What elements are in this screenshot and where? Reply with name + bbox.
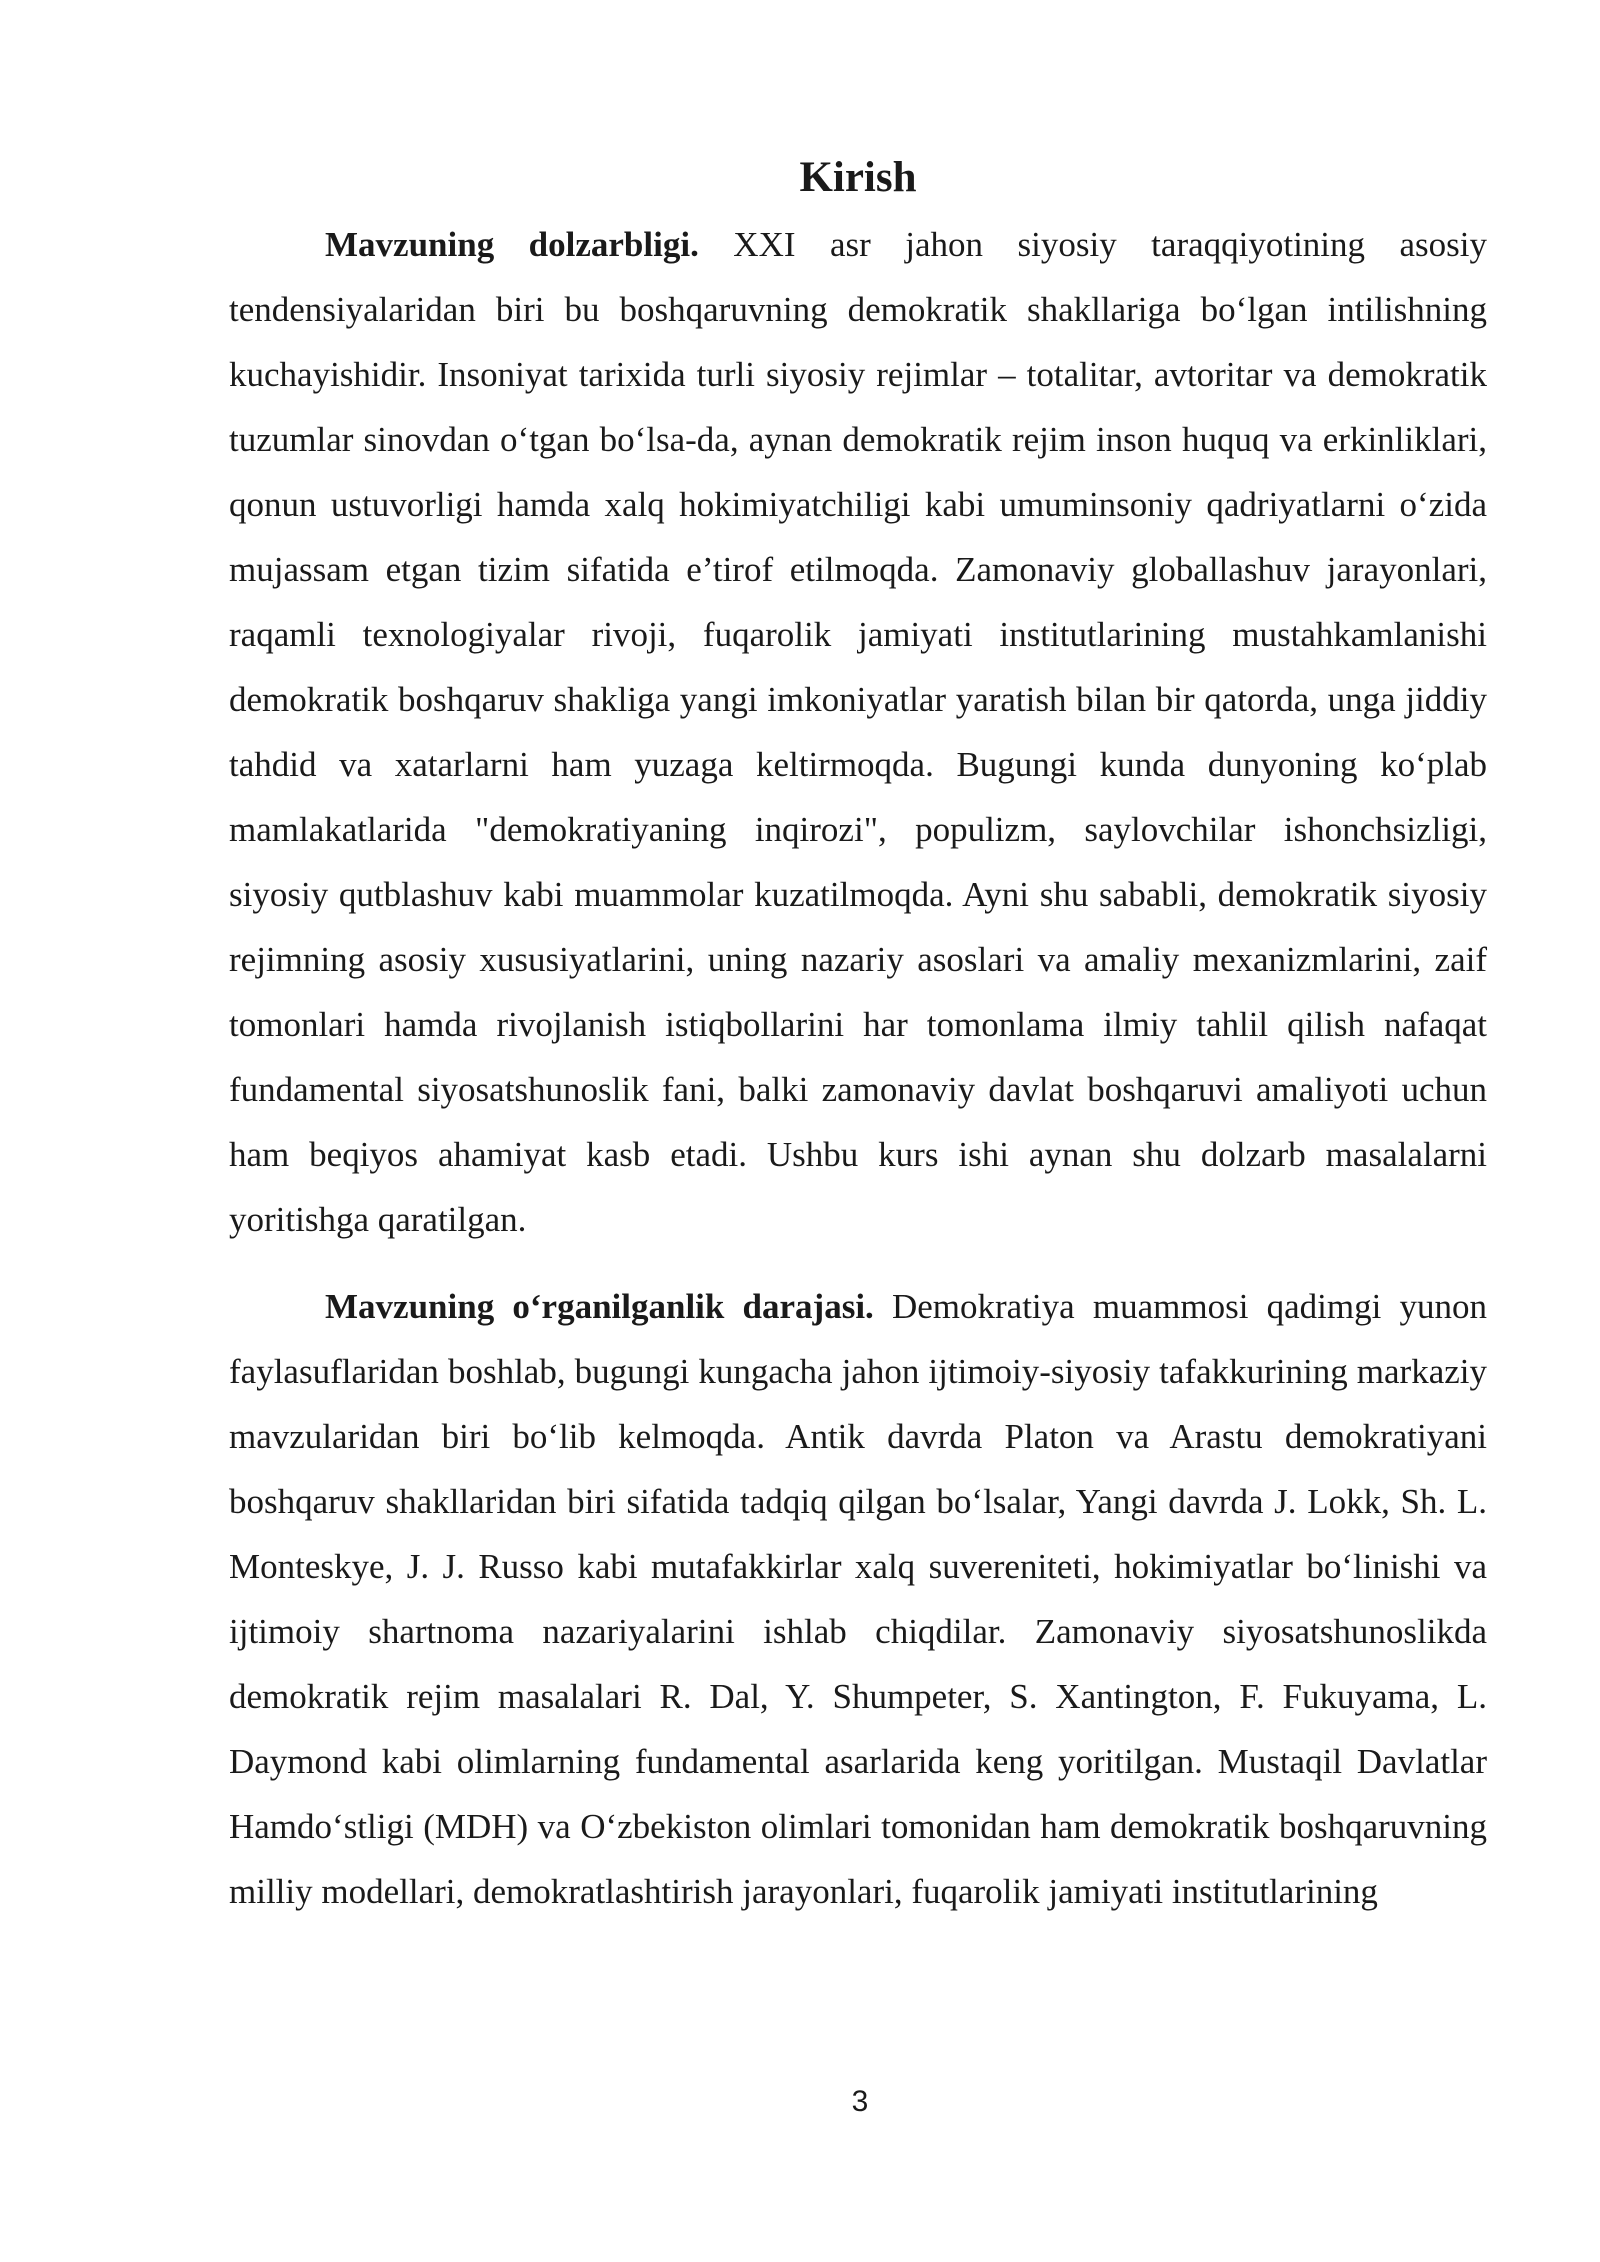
section-text-organilganlik: Demokratiya muammosi qadimgi yunon faylasuflaridan boshlab, bugungi kungacha jahon ijtimoiy-siyosiy tafakkurining markaziy mavzularidan biri bo‘lib kelmoqda. Antik davrda Platon va Arastu demokratiyani boshqaruv shakllaridan biri sifatida tadqiq qilgan bo‘lsalar, Yangi davrda J. Lokk, Sh. L. Monteskye, J. J. Russo kabi mutafakkirlar xalq suvereniteti, hokimiyatlar bo‘linishi va ijtimoiy shartnoma nazariyalarini ishlab chiqdilar. Zamonaviy siyosatshunoslikda demokratik rejim masalalari R. Dal, Y. Shumpeter, S. Xantington, F. Fukuyama, L. Daymond kabi olimlarning fundamental asarlarida keng yoritilgan. Mustaqil Davlatlar Hamdo‘stligi (MDH) va O‘zbekiston olimlari tomonidan ham demokratik boshqaruvning milliy modellari, demokratlashtirish jarayonlari, fuqarolik jamiyati institutlarining (229, 1287, 1488, 1911)
paragraph-dolzarbligi (229, 212, 1487, 1252)
paragraph-organilganlik (229, 1274, 1487, 1924)
page-number: 3 (851, 2085, 869, 2118)
section-heading-dolzarbligi: Mavzuning dolzarbligi. (325, 225, 699, 264)
section-heading-organilganlik: Mavzuning o‘rganilganlik darajasi. (325, 1287, 874, 1326)
document-page (229, 150, 1487, 1924)
page-title: Kirish (799, 154, 917, 201)
section-text-dolzarbligi: XXI asr jahon siyosiy taraqqiyotining asosiy tendensiyalaridan biri bu boshqaruvning demokratik shakllariga bo‘lgan intilishning kuchayishidir. Insoniyat tarixida turli siyosiy rejimlar – totalitar, avtoritar va demokratik tuzumlar sinovdan o‘tgan bo‘lsa-da, aynan demokratik rejim inson huquq va erkinliklari, qonun ustuvorligi hamda xalq hokimiyatchiligi kabi umuminsoniy qadriyatlarni o‘zida mujassam etgan tizim sifatida e’tirof etilmoqda. Zamonaviy globallashuv jarayonlari, raqamli texnologiyalar rivoji, fuqarolik jamiyati institutlarining mustahkamlanishi demokratik boshqaruv shakliga yangi imkoniyatlar yaratish bilan bir qatorda, unga jiddiy tahdid va xatarlarni ham yuzaga keltirmoqda. Bugungi kunda dunyoning ko‘plab mamlakatlarida "demokratiyaning inqirozi", populizm, saylovchilar ishonchsizligi, siyosiy qutblashuv kabi muammolar kuzatilmoqda. Ayni shu sababli, demokratik siyosiy rejimning asosiy xususiyatlarini, uning nazariy asoslari va amaliy mexanizmlarini, zaif tomonlari hamda rivojlanish istiqbollarini har tomonlama ilmiy tahlil qilish nafaqat fundamental siyosatshunoslik fani, balki zamonaviy davlat boshqaruvi amaliyoti uchun ham beqiyos ahamiyat kasb etadi. Ushbu kurs ishi aynan shu dolzarb masalalarni yoritishga qaratilgan. (229, 225, 1488, 1239)
